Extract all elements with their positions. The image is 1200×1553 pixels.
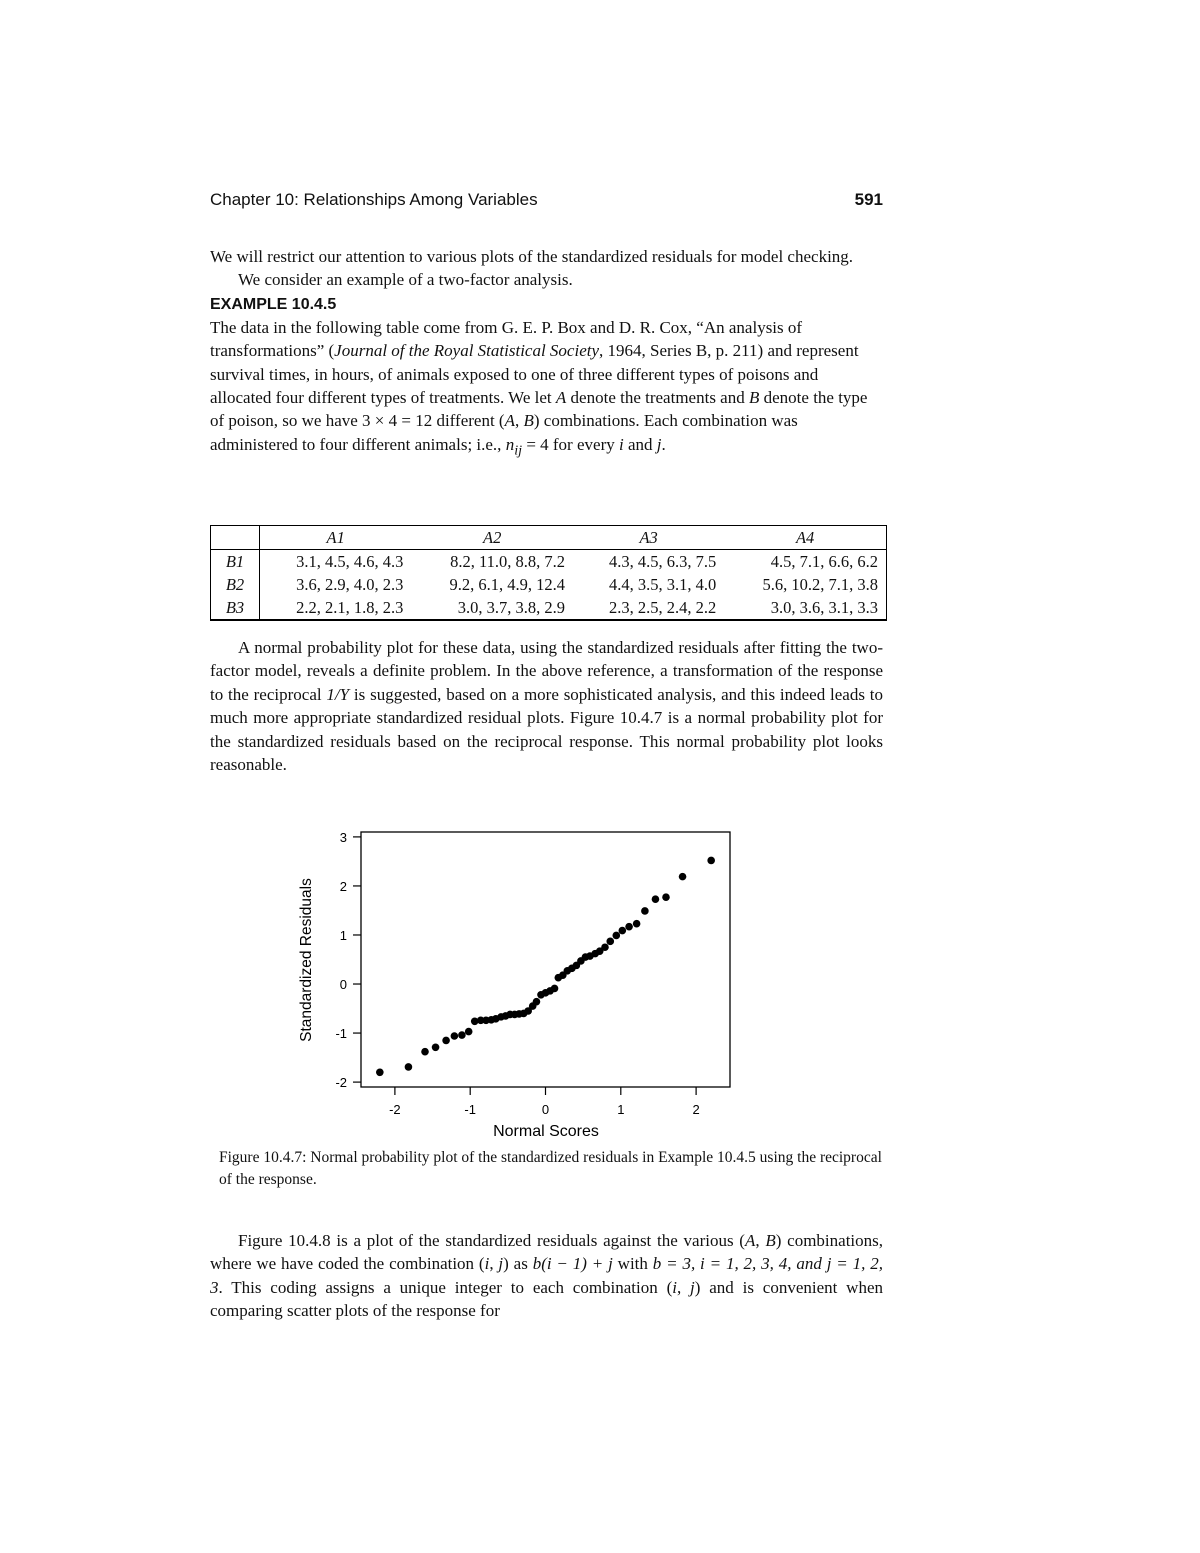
example-text-f: and xyxy=(623,434,657,454)
data-point xyxy=(533,998,541,1006)
plot-frame xyxy=(361,832,730,1087)
table-cell: 3.0, 3.6, 3.1, 3.3 xyxy=(770,597,878,617)
table-cell: 2.2, 2.1, 1.8, 2.3 xyxy=(296,597,404,617)
table-cell: 3.1, 4.5, 4.6, 4.3 xyxy=(296,551,404,571)
closing-text-a: Figure 10.4.8 is a plot of the standardized residuals against the various ( xyxy=(238,1231,745,1250)
x-tick-label: 2 xyxy=(692,1102,700,1117)
y-tick-label: -1 xyxy=(335,1026,347,1042)
table-cell: 4.4, 3.5, 3.1, 4.0 xyxy=(609,574,717,594)
data-point xyxy=(451,1032,459,1040)
y-axis-label: Standardized Residuals xyxy=(298,878,315,1042)
x-tick-label: 0 xyxy=(541,1102,550,1117)
after-table-text xyxy=(210,636,883,776)
data-point xyxy=(465,1028,473,1036)
coding-formula: b(i − 1) + j xyxy=(532,1254,613,1274)
after-table-paragraph xyxy=(210,636,883,776)
x-tick-label: -2 xyxy=(389,1102,401,1117)
row-label: B2 xyxy=(211,573,260,596)
n-ij-subscript: ij xyxy=(514,442,523,459)
normal-probability-plot xyxy=(280,820,760,1150)
example-text-d-end: ) combinations. Each combination was administered to four different animals; i.e., xyxy=(210,411,798,454)
data-point xyxy=(405,1063,413,1071)
closing-text-d: with xyxy=(612,1254,653,1274)
table-cell: 3.6, 2.9, 4.0, 2.3 xyxy=(296,574,404,594)
symbol-b-pair: B xyxy=(523,411,534,431)
table-cell: 4.3, 4.5, 6.3, 7.5 xyxy=(609,551,717,571)
data-point xyxy=(652,895,660,903)
data-point xyxy=(619,927,627,935)
symbol-j-closing-2: j xyxy=(690,1277,695,1297)
table-corner xyxy=(211,526,260,550)
data-point xyxy=(421,1048,429,1056)
reciprocal-symbol: 1/Y xyxy=(326,684,350,704)
after-table-text-b: is suggested, based on a more sophisticated analysis, and this indeed leads to much more appropriate standardized residual plots. Figure 10.4.7 is a normal probability plot for the standardized residuals based on the reciprocal response. This normal probability plot looks reasonable. xyxy=(210,684,883,775)
intro-text xyxy=(210,245,883,463)
data-point xyxy=(633,920,641,928)
symbol-b-closing: B xyxy=(765,1231,776,1250)
symbol-i-closing-2: i xyxy=(672,1277,677,1297)
n-ij-symbol: n xyxy=(505,434,515,454)
y-tick-label: 2 xyxy=(339,878,347,894)
table-cell: 5.6, 10.2, 7.1, 3.8 xyxy=(762,574,878,594)
closing-text-f: ) and is convenient when comparing scatter plots of the response for xyxy=(210,1277,883,1321)
example-heading: EXAMPLE 10.4.5 xyxy=(210,295,337,313)
y-axis xyxy=(335,830,361,1090)
intro-paragraph-1: We will restrict our attention to various plots of the standardized residuals for model checking. xyxy=(210,247,854,266)
table-header-row xyxy=(211,526,887,550)
symbol-b: B xyxy=(748,388,760,408)
example-paragraph: The data in the following table come from G. E. P. Box and D. R. Cox, “An analysis of transformations” (Journal of the Royal Statistical Society, 1964, Series B, p. 211) and represent survival times, in hours, of animals exposed to one of three different types of poisons and allocated four different types of treatments. We let A denote the treatments and B denote the type of poison, so we have 3 × 4 = 12 different (A, B) combinations. Each combination was administered to four different animals; i.e., $n_{ij} = 4$ for every i and j. xyxy=(210,317,868,459)
symbol-i: i xyxy=(618,434,624,454)
data-point xyxy=(662,893,670,901)
x-axis-label: Normal Scores xyxy=(493,1123,599,1140)
survival-times-table xyxy=(210,525,887,621)
x-tick-label: -1 xyxy=(464,1102,476,1117)
after-table-text-a: A normal probability plot for these data, using the standardized residuals after fitting the two-factor model, reveals a definite problem. In the above reference, a transformation of the response to the reciprocal xyxy=(210,638,883,704)
coding-conditions: b = 3, i = 1, 2, 3, 4, and j = 1, 2, 3 xyxy=(210,1254,883,1297)
table-cell: 3.0, 3.7, 3.8, 2.9 xyxy=(457,597,565,617)
closing-text xyxy=(210,1229,883,1323)
y-tick-label: -2 xyxy=(335,1075,347,1091)
closing-text-c: ) as xyxy=(503,1254,533,1274)
example-text-e: = 4 for every xyxy=(522,434,619,454)
running-head xyxy=(210,190,883,214)
table-cell: 2.3, 2.5, 2.4, 2.2 xyxy=(609,597,717,617)
example-text-g: . xyxy=(661,434,666,454)
data-point xyxy=(625,923,633,931)
table-cell: 8.2, 11.0, 8.8, 7.2 xyxy=(450,551,565,571)
data-points xyxy=(376,857,715,1076)
row-label: B3 xyxy=(211,596,260,620)
example-text-b: , 1964, Series B, p. 211) and represent survival times, in hours, of animals exposed to one of three different types of poisons and allocated four different types of treatments. We let xyxy=(210,341,859,408)
page-number: 591 xyxy=(854,190,883,209)
data-point xyxy=(707,857,715,865)
example-text-a: The data in the following table come from G. E. P. Box and D. R. Cox, “An analysis of transformations” ( xyxy=(210,317,803,361)
closing-text-b: ) combinations, where we have coded the combination ( xyxy=(210,1231,884,1274)
symbol-a-closing: A xyxy=(744,1231,756,1250)
table-row xyxy=(211,573,887,596)
row-label: B1 xyxy=(211,550,260,574)
data-point xyxy=(551,985,559,993)
data-point xyxy=(606,938,614,946)
x-axis xyxy=(389,1087,700,1117)
symbol-a-pair: A xyxy=(504,411,515,431)
data-point xyxy=(458,1031,466,1039)
data-point xyxy=(442,1037,450,1045)
example-text-d: denote the type of poison, so we have 3 × 4 = 12 different ( xyxy=(210,388,868,431)
column-header: A3 xyxy=(573,526,724,550)
symbol-j-closing: j xyxy=(498,1254,504,1274)
y-tick-label: 3 xyxy=(339,829,347,845)
data-point xyxy=(612,932,620,940)
chapter-title: Chapter 10: Relationships Among Variables xyxy=(210,190,538,209)
data-point xyxy=(432,1043,440,1051)
symbol-a: A xyxy=(555,388,567,408)
symbol-i-closing: i xyxy=(484,1254,490,1274)
closing-paragraph: Figure 10.4.8 is a plot of the standardized residuals against the various (A, B) combinations, where we have coded the combination (i, j) as b(i − 1) + j with b = 3, i = 1, 2, 3, 4, and j = 1, 2, 3. This coding assigns a unique integer to each combination (i, j) and is convenient when comparing scatter plots of the response for xyxy=(210,1231,884,1321)
data-point xyxy=(376,1068,384,1076)
x-tick-label: 1 xyxy=(617,1102,625,1117)
y-tick-label: 1 xyxy=(339,927,347,943)
column-header: A1 xyxy=(260,526,412,550)
figure-caption: Figure 10.4.7: Normal probability plot of the standardized residuals in Example 10.4.5 using the reciprocal of the response. xyxy=(219,1149,882,1188)
journal-name: Journal of the Royal Statistical Society xyxy=(334,341,600,361)
table-cell: 9.2, 6.1, 4.9, 12.4 xyxy=(449,574,565,594)
column-header: A4 xyxy=(724,526,886,550)
table-cell: 4.5, 7.1, 6.6, 6.2 xyxy=(770,551,878,571)
example-text-c: denote the treatments and xyxy=(566,388,749,408)
data-point xyxy=(641,907,649,915)
column-header: A2 xyxy=(411,526,573,550)
data-point xyxy=(601,943,609,951)
table-row xyxy=(211,550,887,574)
closing-text-e: . This coding assigns a unique integer to each combination ( xyxy=(218,1277,673,1297)
y-tick-label: 0 xyxy=(339,977,347,993)
symbol-j: j xyxy=(656,434,662,454)
data-point xyxy=(679,873,687,881)
intro-paragraph-2: We consider an example of a two-factor analysis. xyxy=(238,270,573,290)
table-row xyxy=(211,596,887,620)
